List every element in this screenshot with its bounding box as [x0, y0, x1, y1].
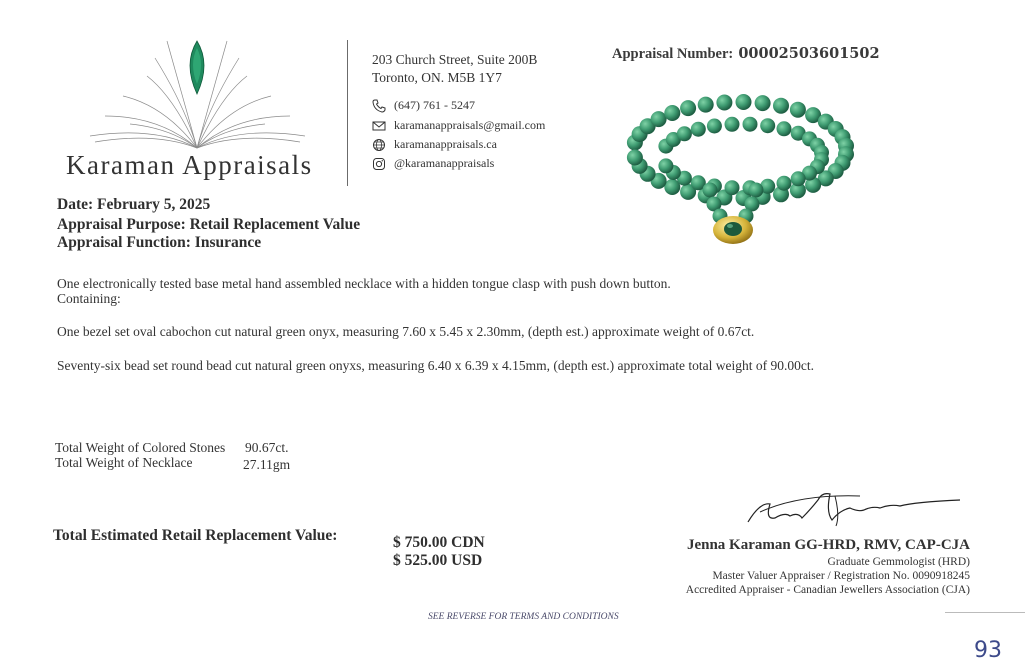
necklace-weight-value: 27.11gm: [243, 457, 291, 472]
onyx-bead: [658, 158, 673, 173]
appraiser-title-2: Master Valuer Appraiser / Registration No. 0090918245: [712, 570, 970, 582]
footer-rule: [945, 612, 1025, 613]
onyx-bead: [749, 183, 764, 198]
onyx-bead: [736, 94, 752, 110]
onyx-bead: [703, 183, 718, 198]
onyx-bead: [707, 119, 722, 134]
appraiser-name: Jenna Karaman GG-HRD, RMV, CAP-CJA: [686, 537, 970, 553]
header-divider: [347, 40, 348, 186]
onyx-bead: [777, 121, 792, 136]
brand-name: Karaman Appraisals: [66, 150, 313, 180]
onyx-bead: [791, 171, 806, 186]
colored-stones-weight-value: 90.67ct.: [245, 440, 289, 455]
onyx-bead: [680, 100, 696, 116]
appraisal-number-value: 00002503601502: [738, 45, 880, 62]
phone-icon: [372, 99, 386, 113]
total-value-label: Total Estimated Retail Replacement Value:: [53, 527, 338, 544]
onyx-bead: [743, 117, 758, 132]
onyx-bead: [698, 97, 714, 113]
clasp-cabochon: [724, 222, 742, 236]
onyx-bead: [790, 102, 806, 118]
total-value-usd: $ 525.00 USD: [393, 552, 483, 569]
karaman-logo-mark: [85, 36, 310, 156]
necklace-weight-label: Total Weight of Necklace: [55, 455, 193, 470]
appraisal-function: Appraisal Function: Insurance: [57, 234, 262, 251]
contact-website: [372, 137, 497, 152]
necklace-photo: [610, 78, 870, 253]
contact-email: [372, 118, 545, 133]
stone-description-1: One bezel set oval cabochon cut natural green onyx, measuring 7.60 x 5.45 x 2.30mm, (depth est.) approximate weight of 0.67ct.: [57, 324, 755, 339]
onyx-bead: [760, 118, 775, 133]
mail-icon: [372, 119, 386, 133]
onyx-bead: [773, 98, 789, 114]
website-url: karamanappraisals.ca: [394, 137, 497, 151]
contact-instagram: [372, 156, 494, 171]
onyx-bead: [716, 95, 732, 111]
description-line-1: One electronically tested base metal hand assembled necklace with a hidden tongue clasp with push down button.: [57, 276, 671, 291]
onyx-bead: [691, 122, 706, 137]
total-value-cdn: $ 750.00 CDN: [393, 534, 485, 551]
terms-notice: SEE REVERSE FOR TERMS AND CONDITIONS: [428, 612, 619, 622]
colored-stones-weight-label: Total Weight of Colored Stones: [55, 440, 226, 455]
globe-icon: [372, 138, 386, 152]
phone-number: (647) 761 - 5247: [394, 98, 475, 112]
appraisal-number-label: Appraisal Number:: [612, 46, 734, 62]
appraiser-title-1: Graduate Gemmologist (HRD): [827, 556, 970, 568]
instagram-icon: [372, 157, 386, 171]
appraiser-title-3: Accredited Appraiser - Canadian Jewellers Association (CJA): [685, 584, 970, 596]
onyx-bead: [651, 111, 667, 127]
onyx-bead: [664, 105, 680, 121]
address-line-2: Toronto, ON. M5B 1Y7: [372, 70, 502, 85]
appraisal-date: Date: February 5, 2025: [57, 196, 211, 213]
appraisal-number: [612, 45, 880, 63]
appraiser-signature: [740, 482, 965, 532]
appraisal-purpose: Appraisal Purpose: Retail Replacement Value: [57, 216, 361, 233]
onyx-bead: [755, 95, 771, 111]
description-line-2: Containing:: [57, 291, 121, 306]
onyx-bead: [725, 117, 740, 132]
stone-description-2: Seventy-six bead set round bead cut natural green onyxs, measuring 6.40 x 6.39 x 4.15mm, (depth est.) approximate total weight of 90.00ct.: [57, 358, 814, 373]
onyx-bead: [777, 176, 792, 191]
onyx-bead: [627, 150, 643, 166]
email-address: karamanappraisals@gmail.com: [394, 118, 546, 132]
contact-phone: [372, 98, 475, 113]
onyx-bead: [677, 126, 692, 141]
address-line-1: 203 Church Street, Suite 200B: [372, 52, 538, 67]
instagram-handle: @karamanappraisals: [394, 156, 495, 170]
page-number: 93: [974, 638, 1002, 663]
onyx-bead: [725, 180, 740, 195]
